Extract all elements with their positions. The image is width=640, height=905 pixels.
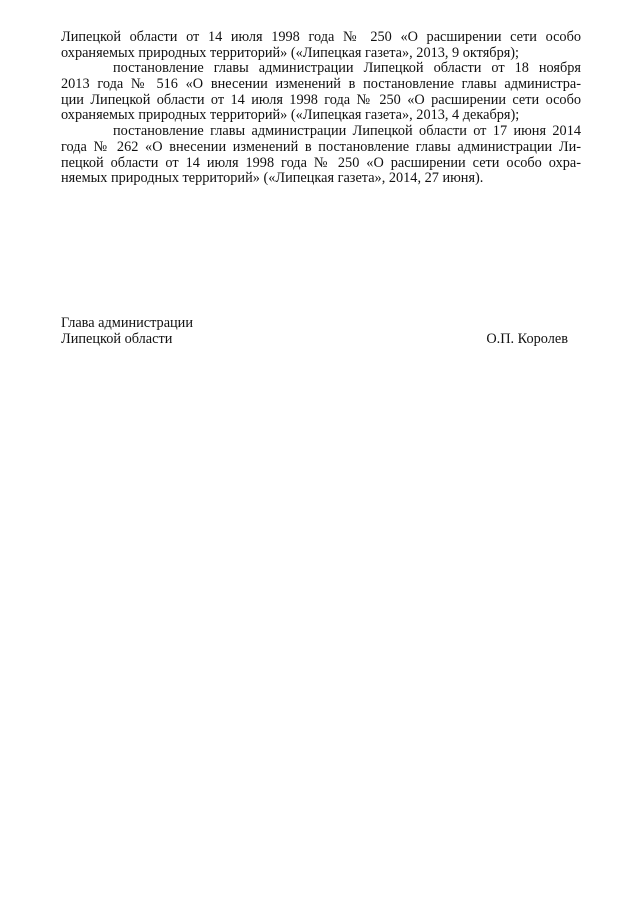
document-body: [61, 30, 581, 187]
text-line: постановление главы администрации Липецкой области от 17 июня 2014: [113, 123, 581, 140]
text-line: пецкой области от 14 июля 1998 года № 250 «О расширении сети особо охра-: [61, 154, 581, 171]
paragraph-3: [61, 124, 581, 187]
signatory-title-line-1: Глава администрации: [61, 315, 193, 331]
paragraph-1: [61, 30, 581, 61]
text-line: охраняемых природных территорий» («Липецкая газета», 2013, 4 декабря);: [61, 107, 520, 124]
text-line: года № 262 «О внесении изменений в постановление главы администрации Ли-: [61, 138, 581, 155]
text-line: няемых природных территорий» («Липецкая газета», 2014, 27 июня).: [61, 170, 484, 187]
text-line: постановление главы администрации Липецкой области от 18 ноября: [113, 60, 581, 77]
text-line: охраняемых природных территорий» («Липецкая газета», 2013, 9 октября);: [61, 44, 520, 61]
paragraph-2: [61, 61, 581, 124]
signatory-name: О.П. Королев: [486, 331, 568, 347]
text-line: 2013 года № 516 «О внесении изменений в постановление главы администра-: [61, 76, 581, 93]
text-line: ции Липецкой области от 14 июля 1998 года № 250 «О расширении сети особо: [61, 91, 581, 108]
signature-block: [61, 315, 581, 347]
text-line: Липецкой области от 14 июля 1998 года № 250 «О расширении сети особо: [61, 29, 581, 45]
signatory-title-line-2: Липецкой области: [61, 331, 173, 347]
